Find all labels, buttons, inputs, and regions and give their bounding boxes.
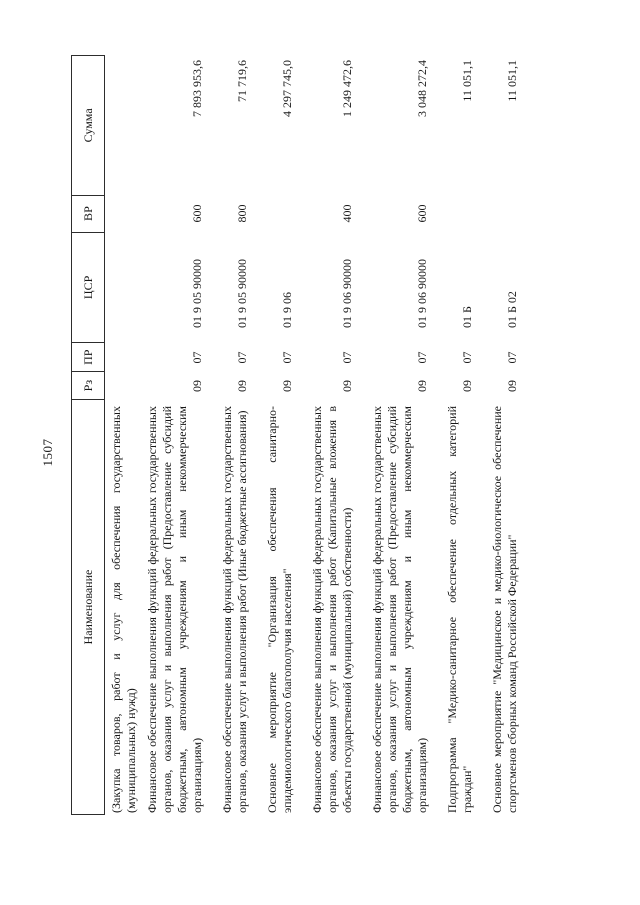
cell-pr: 07 — [415, 351, 429, 364]
table-row — [310, 55, 355, 815]
cell-csr: 01 Б 02 — [505, 291, 519, 328]
cell-rz: 09 — [340, 380, 354, 392]
cell-sum: 71 719,6 — [235, 60, 249, 102]
cell-name: Основное мероприятие "Организация обеспечения санитарно-эпидемиологического благополучия населения" — [265, 406, 294, 813]
cell-csr: 01 9 06 90000 — [415, 259, 429, 328]
cell-name: Финансовое обеспечение выполнения функций федеральных государственных органов, оказания услуг и выполнения работ (Предоставление субсидий бюджетным, автономным учреждениям и иным некоммерческим организациям) — [370, 406, 429, 813]
table-body — [109, 55, 520, 815]
cell-rz: 09 — [415, 380, 429, 392]
table-header-row — [71, 55, 105, 815]
budget-table — [71, 55, 520, 815]
cell-vr: 600 — [190, 204, 204, 223]
cell-pr: 07 — [190, 351, 204, 364]
cell-pr: 07 — [460, 351, 474, 364]
column-header-csr: ЦСР — [72, 233, 104, 344]
table-row — [370, 55, 430, 815]
cell-pr: 07 — [340, 351, 354, 364]
cell-name: (Закупка товаров, работ и услуг для обеспечения государственных (муниципальных) нужд) — [109, 406, 138, 813]
cell-sum: 1 249 472,6 — [340, 60, 354, 117]
table-row — [265, 55, 295, 815]
table-row — [445, 55, 475, 815]
cell-name: Финансовое обеспечение выполнения функций федеральных государственных органов, оказания услуг и выполнения работ (Иные бюджетные ассигнования) — [220, 406, 249, 813]
table-row — [145, 55, 205, 815]
cell-vr: 600 — [415, 204, 429, 223]
column-header-rz: Рз — [72, 372, 104, 400]
cell-name: Основное мероприятие "Медицинское и медико-биологическое обеспечение спортсменов сборных команд Российской Федерации" — [490, 406, 519, 813]
cell-vr: 400 — [340, 204, 354, 223]
cell-rz: 09 — [460, 380, 474, 392]
cell-csr: 01 9 06 — [280, 292, 294, 328]
table-row — [109, 55, 139, 815]
cell-csr: 01 9 05 90000 — [190, 259, 204, 328]
page-number: 1507 — [40, 438, 55, 467]
cell-vr: 800 — [235, 204, 249, 223]
cell-pr: 07 — [280, 351, 294, 364]
cell-csr: 01 9 05 90000 — [235, 259, 249, 328]
table-row — [220, 55, 250, 815]
column-header-sum: Сумма — [72, 56, 104, 196]
cell-name: Подпрограмма "Медико-санитарное обеспечение отдельных категорий граждан" — [445, 406, 474, 813]
cell-sum: 11 051,1 — [505, 60, 519, 102]
cell-sum: 3 048 272,4 — [415, 60, 429, 117]
cell-sum: 11 051,1 — [460, 60, 474, 102]
cell-pr: 07 — [505, 351, 519, 364]
table-row — [490, 55, 520, 815]
cell-rz: 09 — [235, 380, 249, 392]
cell-rz: 09 — [280, 380, 294, 392]
cell-name: Финансовое обеспечение выполнения функций федеральных государственных органов, оказания услуг и выполнения работ (Предоставление субсидий бюджетным, автономным учреждениям и иным некоммерческим организациям) — [145, 406, 204, 813]
column-header-pr: ПР — [72, 343, 104, 372]
cell-csr: 01 Б — [460, 306, 474, 328]
cell-sum: 4 297 745,0 — [280, 60, 294, 117]
cell-rz: 09 — [505, 380, 519, 392]
column-header-vr: ВР — [72, 196, 104, 233]
column-header-name: Наименование — [80, 569, 95, 645]
cell-rz: 09 — [190, 380, 204, 392]
cell-pr: 07 — [235, 351, 249, 364]
cell-csr: 01 9 06 90000 — [340, 259, 354, 328]
cell-sum: 7 893 953,6 — [190, 60, 204, 117]
cell-name: Финансовое обеспечение выполнения функций федеральных государственных органов, оказания услуг и выполнения работ (Капитальные вложения в объекты государственной (муниципальной) собственности) — [310, 406, 354, 813]
